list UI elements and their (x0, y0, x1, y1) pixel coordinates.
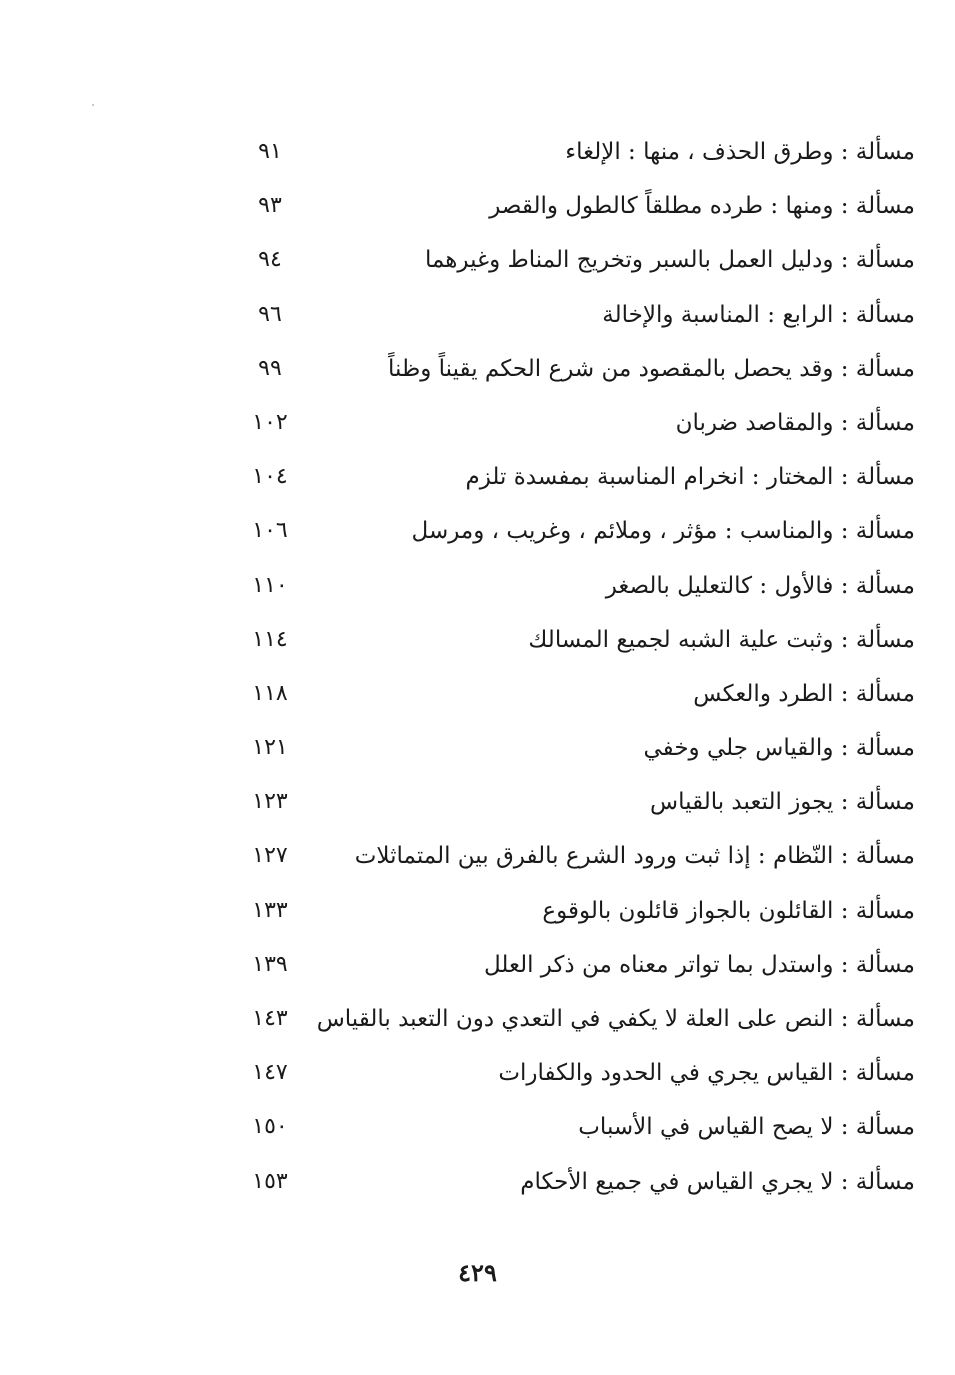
entry-title: مسألة : والمناسب : مؤثر ، وملائم ، وغريب ، ومرسل (411, 518, 915, 545)
toc-entry (230, 396, 915, 450)
toc-entry (230, 342, 915, 396)
entry-page-number: ١١٠ (252, 572, 288, 598)
entry-page-number: ١٢١ (252, 735, 288, 761)
entry-title: مسألة : المختار : انخرام المناسبة بمفسدة تلزم (465, 464, 915, 491)
folio-page-number: ٤٢٩ (458, 1258, 497, 1287)
entry-title: مسألة : النّظام : إذا ثبت ورود الشرع بالفرق بين المتماثلات (354, 843, 915, 870)
entry-page-number: ١٣٩ (252, 951, 288, 977)
entry-page-number: ١٣٣ (252, 897, 288, 923)
toc-entry (230, 559, 915, 613)
toc-entry (230, 613, 915, 667)
toc-entry (230, 233, 915, 287)
entry-page-number: ١١٨ (252, 680, 288, 706)
toc-entry (230, 1155, 915, 1209)
entry-title: مسألة : وقد يحصل بالمقصود من شرع الحكم يقيناً وظناً (388, 355, 915, 382)
toc-entry (230, 829, 915, 883)
entry-title: مسألة : ودليل العمل بالسبر وتخريج المناط وغيرهما (424, 247, 915, 274)
entry-page-number: ١١٤ (252, 626, 288, 652)
entry-title: مسألة : النص على العلة لا يكفي في التعدي دون التعبد بالقياس (316, 1006, 915, 1032)
entry-title: مسألة : الرابع : المناسبة والإخالة (602, 301, 915, 328)
toc-entry (230, 938, 915, 992)
entry-page-number: ٩٣ (258, 193, 282, 219)
entry-title: مسألة : يجوز التعبد بالقياس (650, 789, 915, 816)
entry-page-number: ١٢٧ (252, 843, 288, 869)
toc-entry (230, 775, 915, 829)
entry-title: مسألة : لا يصح القياس في الأسباب (578, 1114, 915, 1141)
entry-page-number: ٩٤ (258, 247, 282, 273)
entry-page-number: ١٠٦ (252, 518, 288, 544)
toc-entry (230, 992, 915, 1046)
entry-page-number: ١٥٣ (252, 1168, 288, 1194)
entry-title: مسألة : القائلون بالجواز قائلون بالوقوع (542, 897, 915, 924)
toc-entry (230, 1100, 915, 1154)
entry-page-number: ١٥٠ (252, 1114, 288, 1140)
entry-title: مسألة : الطرد والعكس (693, 680, 915, 707)
toc-entry (230, 504, 915, 558)
entry-title: مسألة : وثبت علية الشبه لجميع المسالك (528, 626, 915, 653)
entry-title: مسألة : لا يجري القياس في جميع الأحكام (520, 1168, 915, 1195)
entry-title: مسألة : والقياس جلي وخفي (643, 735, 915, 762)
entry-page-number: ٩٦ (258, 301, 282, 327)
entry-title: مسألة : وطرق الحذف ، منها : الإلغاء (565, 139, 915, 165)
entry-page-number: ١٤٧ (252, 1060, 288, 1086)
toc-entry (230, 884, 915, 938)
entry-page-number: ١٢٣ (252, 789, 288, 815)
entry-page-number: ١٠٤ (252, 464, 288, 490)
toc-entry (230, 288, 915, 342)
entry-title: مسألة : والمقاصد ضربان (675, 409, 915, 436)
toc-entry (230, 1046, 915, 1100)
toc-entry (230, 721, 915, 775)
toc-entry (230, 450, 915, 504)
toc-entry (230, 667, 915, 721)
toc-entry (230, 179, 915, 233)
table-of-contents (230, 125, 915, 1209)
entry-title: مسألة : فالأول : كالتعليل بالصغر (605, 572, 915, 599)
entry-title: مسألة : واستدل بما تواتر معناه من ذكر العلل (483, 951, 915, 978)
entry-title: مسألة : ومنها : طرده مطلقاً كالطول والقصر (489, 193, 915, 220)
scan-speck (92, 104, 94, 106)
entry-page-number: ١٠٢ (252, 409, 288, 435)
entry-title: مسألة : القياس يجري في الحدود والكفارات (498, 1060, 915, 1087)
toc-entry (230, 125, 915, 179)
entry-page-number: ٩١ (258, 139, 282, 164)
entry-page-number: ٩٩ (258, 355, 282, 381)
entry-page-number: ١٤٣ (252, 1006, 288, 1031)
